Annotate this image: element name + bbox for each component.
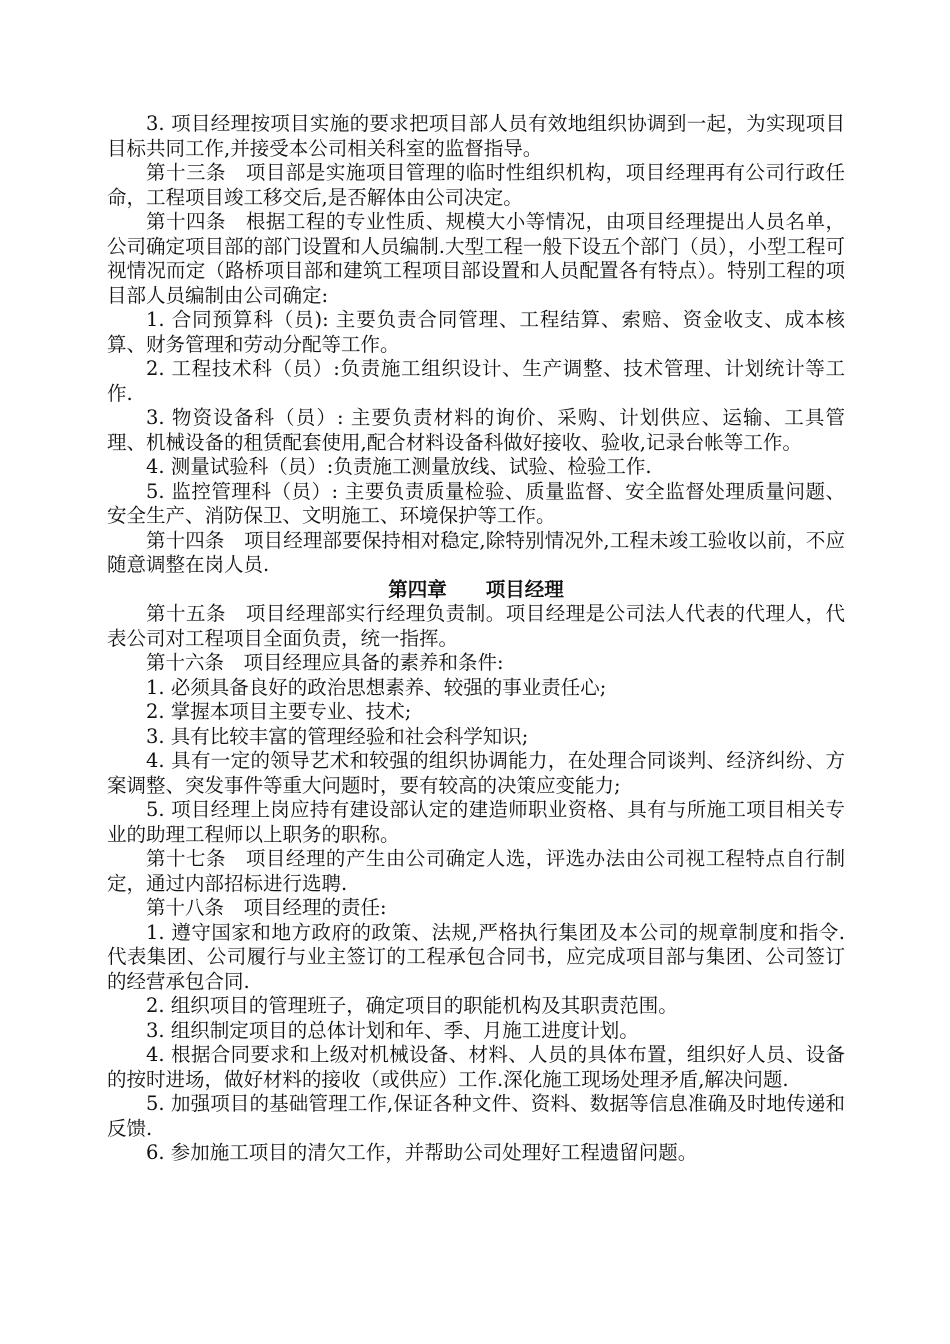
paragraph: 1. 遵守国家和地方政府的政策、法规,严格执行集团及本公司的规章制度和指令.代表集团、公司履行与业主签订的工程承包合同书，应完成项目部与集团、公司签订的经营承包合同. bbox=[107, 920, 845, 993]
document-body bbox=[107, 112, 845, 1166]
paragraph: 2. 工程技术科（员）:负责施工组织设计、生产调整、技术管理、计划统计等工作. bbox=[107, 357, 845, 405]
paragraph: 4. 测量试验科（员）:负责施工测量放线、试验、检验工作. bbox=[146, 455, 652, 478]
paragraph: 第十七条 项目经理的产生由公司确定人选，评选办法由公司视工程特点自行制定，通过内部招标进行选聘. bbox=[107, 847, 845, 895]
paragraph: 3. 组织制定项目的总体计划和年、季、月施工进度计划。 bbox=[146, 1018, 639, 1042]
paragraph: 第十八条 项目经理的责任: bbox=[146, 896, 387, 919]
paragraph: 3. 物资设备科（员）: 主要负责材料的询价、采购、计划供应、运输、工具管理、机械设备的租赁配套使用,配合材料设备科做好接收、验收,记录台帐等工作。 bbox=[107, 406, 845, 454]
paragraph: 第十五条 项目经理部实行经理负责制。项目经理是公司法人代表的代理人，代表公司对工程项目全面负责，统一指挥。 bbox=[107, 602, 845, 650]
paragraph: 4. 根据合同要求和上级对机械设备、材料、人员的具体布置，组织好人员、设备的按时进场，做好材料的接收（或供应）工作.深化施工现场处理矛盾,解决问题. bbox=[107, 1043, 845, 1091]
paragraph: 第十四条 根据工程的专业性质、规模大小等情况，由项目经理提出人员名单，公司确定项目部的部门设置和人员编制.大型工程一般下设五个部门（员），小型工程可视情况而定（路桥项目部和建筑工程项目部设置和人员配置各有特点）。特别工程的项目部人员编制由公司确定: bbox=[107, 210, 845, 307]
paragraph: 第十三条 项目部是实施项目管理的临时性组织机构，项目经理再有公司行政任命，工程项目竣工移交后,是否解体由公司决定。 bbox=[107, 161, 845, 209]
paragraph: 5. 监控管理科（员）: 主要负责质量检验、质量监督、安全监督处理质量问题、安全生产、消防保卫、文明施工、环境保护等工作。 bbox=[107, 479, 845, 527]
paragraph: 5. 加强项目的基础管理工作,保证各种文件、资料、数据等信息准确及时地传递和反馈. bbox=[107, 1092, 845, 1140]
paragraph: 1. 必须具备良好的政治思想素养、较强的事业责任心; bbox=[146, 675, 607, 699]
paragraph: 1. 合同预算科（员): 主要负责合同管理、工程结算、索赔、资金收支、成本核算、财务管理和劳动分配等工作。 bbox=[107, 308, 845, 356]
paragraph: 第十四条 项目经理部要保持相对稳定,除特别情况外,工程未竣工验收以前，不应随意调整在岗人员. bbox=[107, 528, 845, 576]
paragraph: 2. 组织项目的管理班子，确定项目的职能机构及其职责范围。 bbox=[146, 994, 678, 1017]
paragraph: 6. 参加施工项目的清欠工作，并帮助公司处理好工程遗留问题。 bbox=[146, 1141, 698, 1164]
paragraph: 3. 具有比较丰富的管理经验和社会科学知识; bbox=[146, 724, 529, 748]
paragraph: 3. 项目经理按项目实施的要求把项目部人员有效地组织协调到一起，为实现项目目标共同工作,并接受本公司相关科室的监督指导。 bbox=[107, 112, 845, 160]
paragraph: 5. 项目经理上岗应持有建设部认定的建造师职业资格、具有与所施工项目相关专业的助理工程师以上职务的职称。 bbox=[107, 798, 845, 846]
paragraph: 4. 具有一定的领导艺术和较强的组织协调能力，在处理合同谈判、经济纠纷、方案调整、突发事件等重大问题时，要有较高的决策应变能力; bbox=[107, 749, 845, 797]
paragraph: 2. 掌握本项目主要专业、技术; bbox=[146, 700, 412, 723]
paragraph: 第十六条 项目经理应具备的素养和条件: bbox=[146, 651, 504, 674]
chapter-heading: 第四章 项目经理 bbox=[388, 577, 564, 601]
